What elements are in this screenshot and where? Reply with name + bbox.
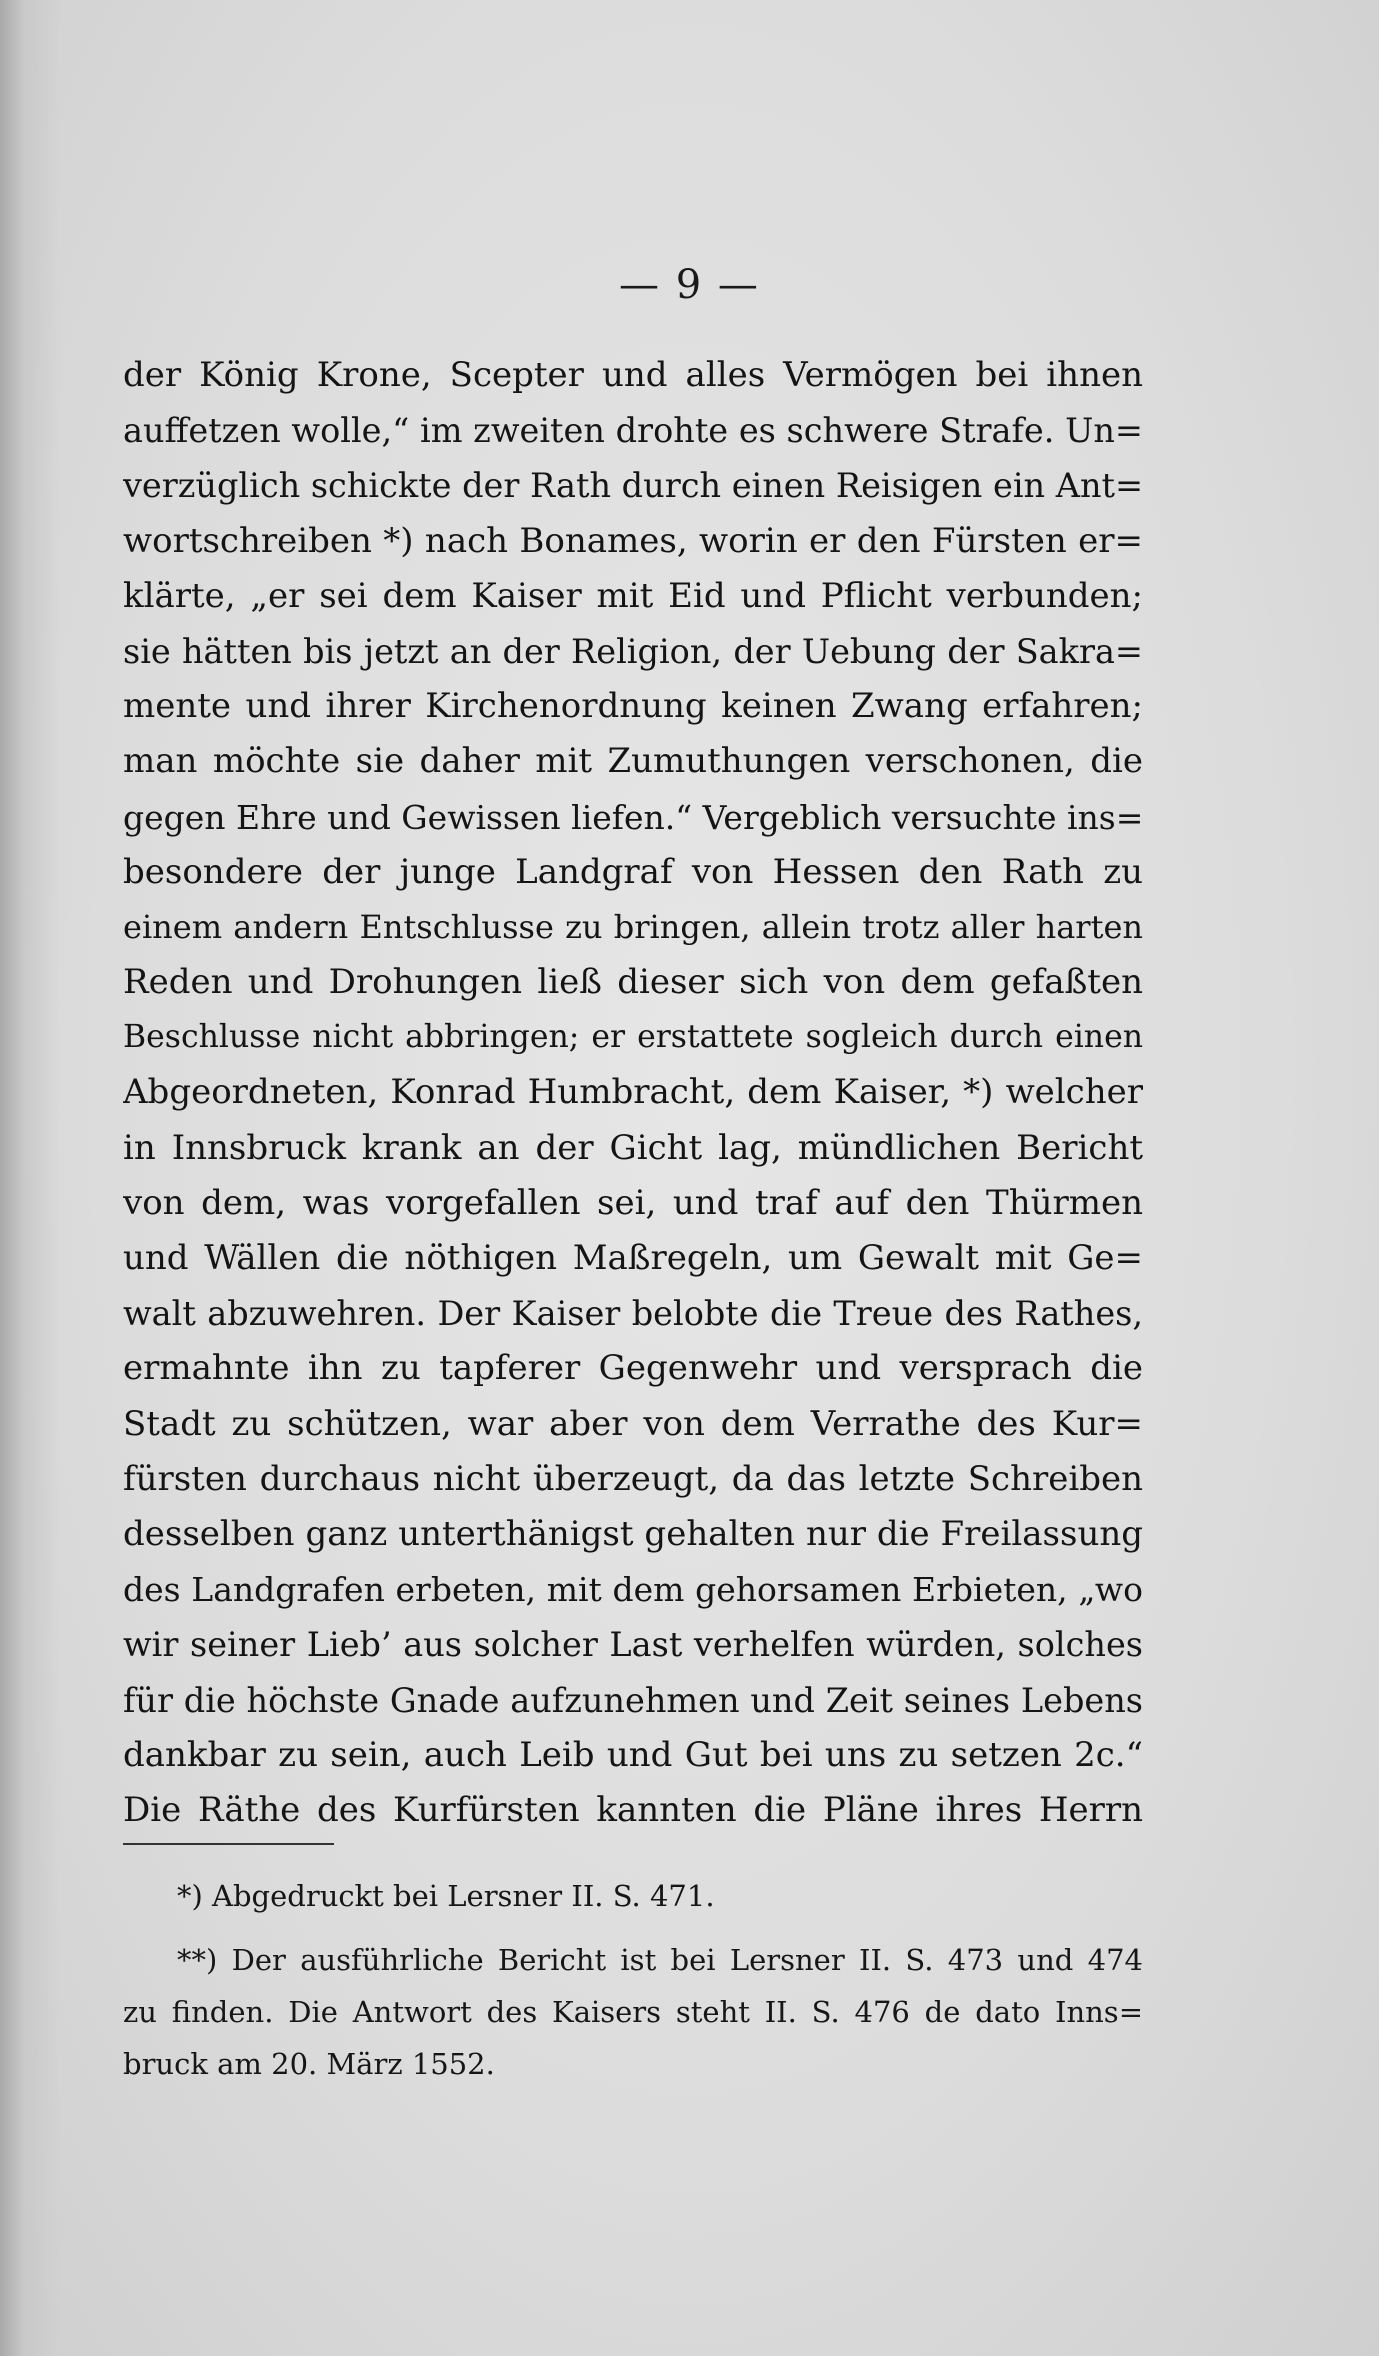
text-line: mente und ihrer Kirchenordnung keinen Zwang erfahren; [123, 686, 1143, 727]
text-line: ermahnte ihn zu tapferer Gegenwehr und versprach die [123, 1348, 1143, 1389]
text-line: Abgeordneten, Konrad Humbracht, dem Kaiser, *) welcher [123, 1072, 1143, 1113]
text-line: und Wällen die nöthigen Maßregeln, um Gewalt mit Ge= [123, 1238, 1143, 1278]
text-line: Die Räthe des Kurfürsten kannten die Pläne ihres Herrn [123, 1789, 1143, 1830]
text-line: sie hätten bis jetzt an der Religion, der Uebung der Sakra= [123, 631, 1143, 671]
text-line: walt abzuwehren. Der Kaiser belobte die Treue des Rathes, [123, 1294, 1143, 1334]
footnote-2-line: zu finden. Die Antwort des Kaisers steht II. S. 476 de dato Inns= [123, 1995, 1143, 2029]
page-shadow-edge [0, 0, 60, 2356]
text-line: des Landgrafen erbeten, mit dem gehorsamen Erbieten, „wo [123, 1570, 1143, 1610]
text-line: desselben ganz unterthänigst gehalten nur die Freilassung [123, 1513, 1143, 1554]
footnote-divider [123, 1843, 334, 1845]
text-line: von dem, was vorgefallen sei, und traf auf den Thürmen [123, 1182, 1143, 1223]
text-line: wir seiner Lieb’ aus solcher Last verhelfen würden, solches [123, 1625, 1143, 1665]
text-line: verzüglich schickte der Rath durch einen Reisigen ein Ant= [123, 466, 1143, 506]
body-text [123, 348, 1143, 1838]
page-number: — 9 — [619, 262, 760, 308]
text-line: in Innsbruck krank an der Gicht lag, mündlichen Bericht [123, 1127, 1143, 1168]
text-line: man möchte sie daher mit Zumuthungen verschonen, die [123, 741, 1143, 782]
text-line: Beschlusse nicht abbringen; er erstattete sogleich durch einen [123, 1019, 1143, 1056]
text-line: für die höchste Gnade aufzunehmen und Zeit seines Lebens [123, 1680, 1143, 1720]
footnote-2-line: bruck am 20. März 1552. [123, 2047, 495, 2081]
text-line: einem andern Entschlusse zu bringen, allein trotz aller harten [123, 907, 1143, 946]
text-line: Stadt zu schützen, war aber von dem Verrathe des Kur= [123, 1403, 1143, 1444]
footnotes [123, 1870, 1143, 2090]
text-line: besondere der junge Landgraf von Hessen den Rath zu [123, 851, 1143, 892]
text-line: wortschreiben *) nach Bonames, worin er den Fürsten er= [123, 520, 1143, 561]
text-line: dankbar zu sein, auch Leib und Gut bei uns zu setzen 2c.“ [123, 1734, 1143, 1775]
text-line: Reden und Drohungen ließ dieser sich von dem gefaßten [123, 962, 1143, 1003]
footnote-2-line: **) Der ausführliche Bericht ist bei Lersner II. S. 473 und 474 [177, 1943, 1143, 1977]
text-line: auffetzen wolle,“ im zweiten drohte es schwere Strafe. Un= [123, 411, 1143, 451]
text-line: fürsten durchaus nicht überzeugt, da das letzte Schreiben [123, 1458, 1143, 1499]
text-line: der König Krone, Scepter und alles Vermögen bei ihnen [123, 355, 1143, 395]
text-line: klärte, „er sei dem Kaiser mit Eid und Pflicht verbunden; [123, 575, 1143, 616]
text-line: gegen Ehre und Gewissen liefen.“ Vergeblich versuchte ins= [123, 797, 1143, 837]
footnote-1: *) Abgedruckt bei Lersner II. S. 471. [177, 1879, 715, 1913]
